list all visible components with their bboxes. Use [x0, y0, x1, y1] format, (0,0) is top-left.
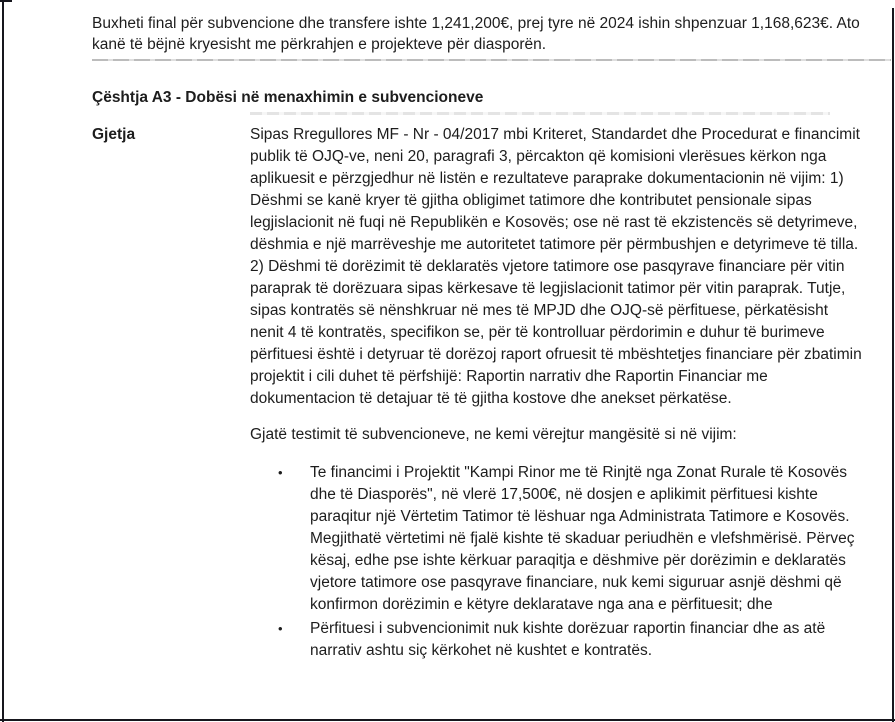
finding-label: Gjetja [92, 126, 136, 143]
bullet-icon: • [278, 465, 283, 480]
intro-paragraph: Buxheti final për subvencione dhe transfere ishte 1,241,200€, prej tyre në 2024 ishin shpenzuar 1,168,623€. Ato kanë të bëjnë kryesisht me përkrahjen e projekteve për diasporën. [92, 15, 860, 53]
page-border-left [2, 0, 4, 722]
findings-list [250, 462, 864, 662]
finding-list-intro: Gjatë testimit të subvencioneve, ne kemi vërejtur mangësitë si në vijim: [250, 426, 737, 443]
horizontal-rule [92, 59, 891, 61]
page-content [92, 0, 895, 662]
page-border-bottom [0, 719, 895, 721]
list-item-text: Te financimi i Projektit "Kampi Rinor me të Rinjtë nga Zonat Rurale të Kosovës dhe të Diasporës", në vlerë 17,500€, në dosjen e aplikimit përfituesi kishte paraqitur një Vërtetim Tatimor të lëshuar nga Administrata Tatimore e Kosovës. Megjithatë vërtetimi në fjalë kishte të skaduar periudhën e vlefshmërisë. Përveç kësaj, edhe pse ishte kërkuar paraqitja e dëshmive për dorëzimin e deklaratës vjetore tatimore ose pasqyrave financiare, nuk kemi siguruar asnjë dëshmi që konfirmon dorëzimin e këtyre deklaratave nga ana e përfituesit; dhe [310, 464, 855, 613]
section-heading: Çështja A3 - Dobësi në menaxhimin e subvencioneve [92, 89, 484, 106]
list-item [250, 618, 864, 662]
bullet-icon: • [278, 621, 283, 636]
list-item-text: Përfituesi i subvencionimit nuk kishte dorëzuar raportin financiar dhe as atë narrativ ashtu siç kërkohet në kushtet e kontratës. [310, 620, 826, 659]
finding-row [92, 124, 895, 662]
list-item [250, 462, 864, 616]
finding-body [250, 124, 864, 662]
finding-paragraph: Sipas Rregullores MF - Nr - 04/2017 mbi Kriteret, Standardet dhe Procedurat e financimit publik të OJQ-ve, neni 20, paragrafi 3, përcakton që komisioni vlerësues kërkon nga aplikuesit e përzgjedhur në listën e rezultateve paraprake dokumentacionin në vijim: 1) Dëshmi se kanë kryer të gjitha obligimet tatimore dhe kontributet pensionale sipas legjislacionit në fuqi në Republikën e Kosovës; ose në rast të ekzistencës së detyrimeve, dëshmia e një marrëveshje me autoritetet tatimore për përmbushjen e detyrimeve të tilla. 2) Dëshmi të dorëzimit të deklaratës vjetore tatimore ose pasqyrave financiare për vitin paraprak të dorëzuara sipas kërkesave të legjislacionit tatimor për vitin paraprak. Tutje, sipas kontratës së nënshkruar në mes të MPJD dhe OJQ-së përfituese, përkatësisht nenit 4 të kontratës, specifikon se, për të kontrolluar përdorimin e duhur të burimeve përfituesi është i detyruar të dorëzoj raport ofruesit të mbështetjes financiare për zbatimin projektit i cili duhet të përfshijë: Raportin narrativ dhe Raportin Financiar me dokumentacion të detajuar të të gjitha kostove dhe anekset përkatëse. [250, 126, 862, 407]
